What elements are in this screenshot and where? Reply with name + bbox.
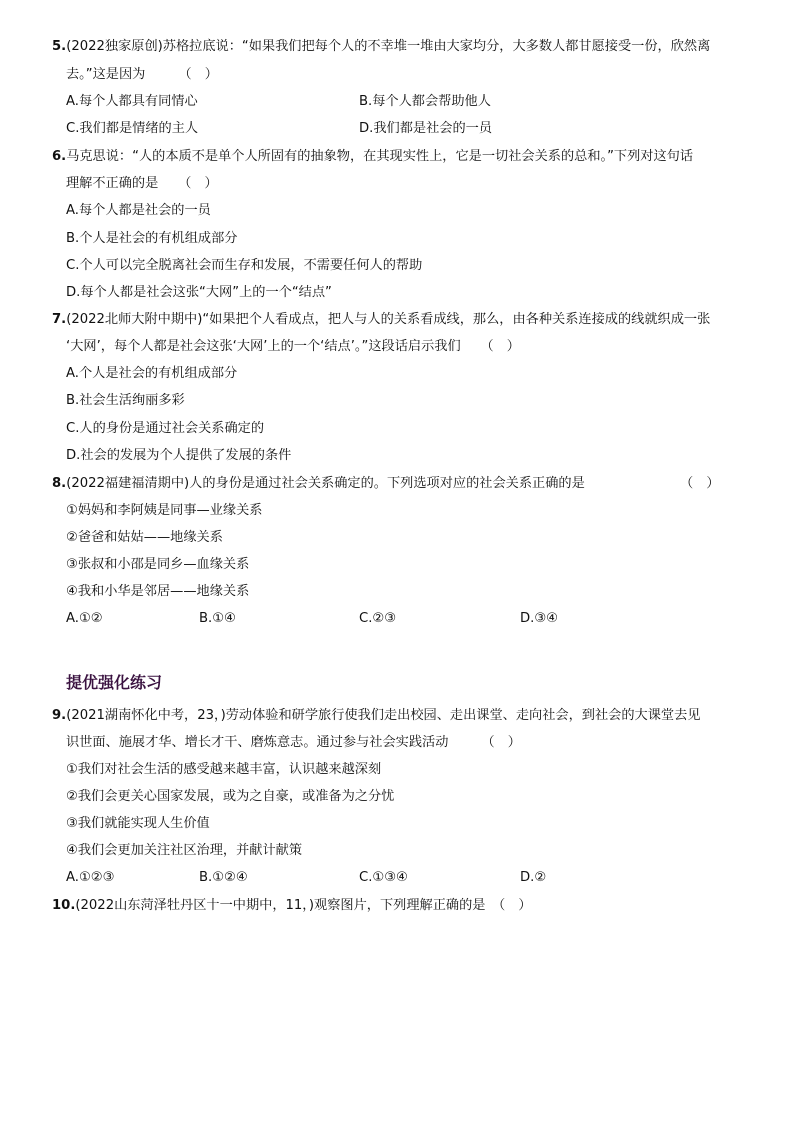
option-d: D.② bbox=[520, 870, 547, 885]
statement-1: ①我们对社会生活的感受越来越丰富，认识越来越深刻 bbox=[66, 762, 382, 777]
statement-2: ②我们会更关心国家发展，或为之自豪，或准备为之分忧 bbox=[66, 789, 395, 804]
option-d: D.③④ bbox=[520, 611, 558, 626]
question-9-stem-cont: 识世面、施展才华、增长才干、磨炼意志。通过参与社会实践活动 （ ） bbox=[66, 735, 521, 750]
question-6-stem: 6.马克思说：“人的本质不是单个人所固有的抽象物，在其现实性上，它是一切社会关系的总和。”下列对这句话 bbox=[52, 149, 694, 164]
statement-4: ④我和小华是邻居——地缘关系 bbox=[66, 584, 250, 599]
question-9-stem: 9.(2021湖南怀化中考，23，)劳动体验和研学旅行使我们走出校园、走出课堂、走向社会，到社会的大课堂去见 bbox=[52, 708, 701, 723]
question-number: 7. bbox=[52, 312, 67, 327]
question-7-stem: 7.(2022北师大附中期中)“如果把个人看成点，把人与人的关系看成线，那么，由各种关系连接成的线就织成一张 bbox=[52, 312, 711, 327]
option-b: B.①②④ bbox=[199, 870, 248, 885]
option-c: C.我们都是情绪的主人 bbox=[66, 121, 199, 136]
option-d: D.每个人都是社会这张“大网”上的一个“结点” bbox=[66, 285, 332, 300]
option-c: C.个人可以完全脱离社会而生存和发展，不需要任何人的帮助 bbox=[66, 258, 423, 273]
option-b: B.社会生活绚丽多彩 bbox=[66, 393, 185, 408]
statement-3: ③我们就能实现人生价值 bbox=[66, 816, 210, 831]
question-7-stem-cont: ‘大网’，每个人都是社会这张‘大网’上的一个‘结点’。”这段话启示我们 （ ） bbox=[66, 339, 520, 354]
option-c: C.①③④ bbox=[359, 870, 408, 885]
statement-4: ④我们会更加关注社区治理，并献计献策 bbox=[66, 843, 303, 858]
option-a: A.每个人都是社会的一员 bbox=[66, 203, 211, 218]
question-number: 6. bbox=[52, 149, 67, 164]
option-b: B.每个人都会帮助他人 bbox=[359, 94, 491, 109]
option-d: D.我们都是社会的一员 bbox=[359, 121, 493, 136]
option-b: B.个人是社会的有机组成部分 bbox=[66, 231, 238, 246]
question-number: 10. bbox=[52, 898, 76, 913]
statement-3: ③张叔和小邵是同乡—血缘关系 bbox=[66, 557, 250, 572]
statement-1: ①妈妈和李阿姨是同事—业缘关系 bbox=[66, 503, 263, 518]
question-8-stem: 8.(2022福建福清期中)人的身份是通过社会关系确定的。下列选项对应的社会关系正确的是 bbox=[52, 476, 585, 491]
question-number: 5. bbox=[52, 39, 67, 54]
option-a: A.每个人都具有同情心 bbox=[66, 94, 198, 109]
statement-2: ②爸爸和姑姑——地缘关系 bbox=[66, 530, 223, 545]
option-c: C.②③ bbox=[359, 611, 397, 626]
section-title: 提优强化练习 bbox=[66, 673, 163, 692]
question-10-stem: 10.(2022山东菏泽牡丹区十一中期中，11，)观察图片，下列理解正确的是 （ ） bbox=[52, 898, 532, 913]
question-6-stem-cont: 理解不正确的是 （ ） bbox=[66, 176, 218, 191]
option-c: C.人的身份是通过社会关系确定的 bbox=[66, 421, 265, 436]
option-d: D.社会的发展为个人提供了发展的条件 bbox=[66, 448, 292, 463]
option-b: B.①④ bbox=[199, 611, 236, 626]
option-a: A.个人是社会的有机组成部分 bbox=[66, 366, 238, 381]
question-5-stem-cont: 去。”这是因为 （ ） bbox=[66, 67, 218, 82]
question-5-stem: 5.(2022独家原创)苏格拉底说：“如果我们把每个人的不幸堆一堆由大家均分，大多数人都甘愿接受一份，欣然离 bbox=[52, 39, 711, 54]
answer-paren: （ ） bbox=[680, 476, 720, 491]
option-a: A.①②③ bbox=[66, 870, 115, 885]
question-number: 8. bbox=[52, 476, 67, 491]
question-number: 9. bbox=[52, 708, 67, 723]
option-a: A.①② bbox=[66, 611, 103, 626]
